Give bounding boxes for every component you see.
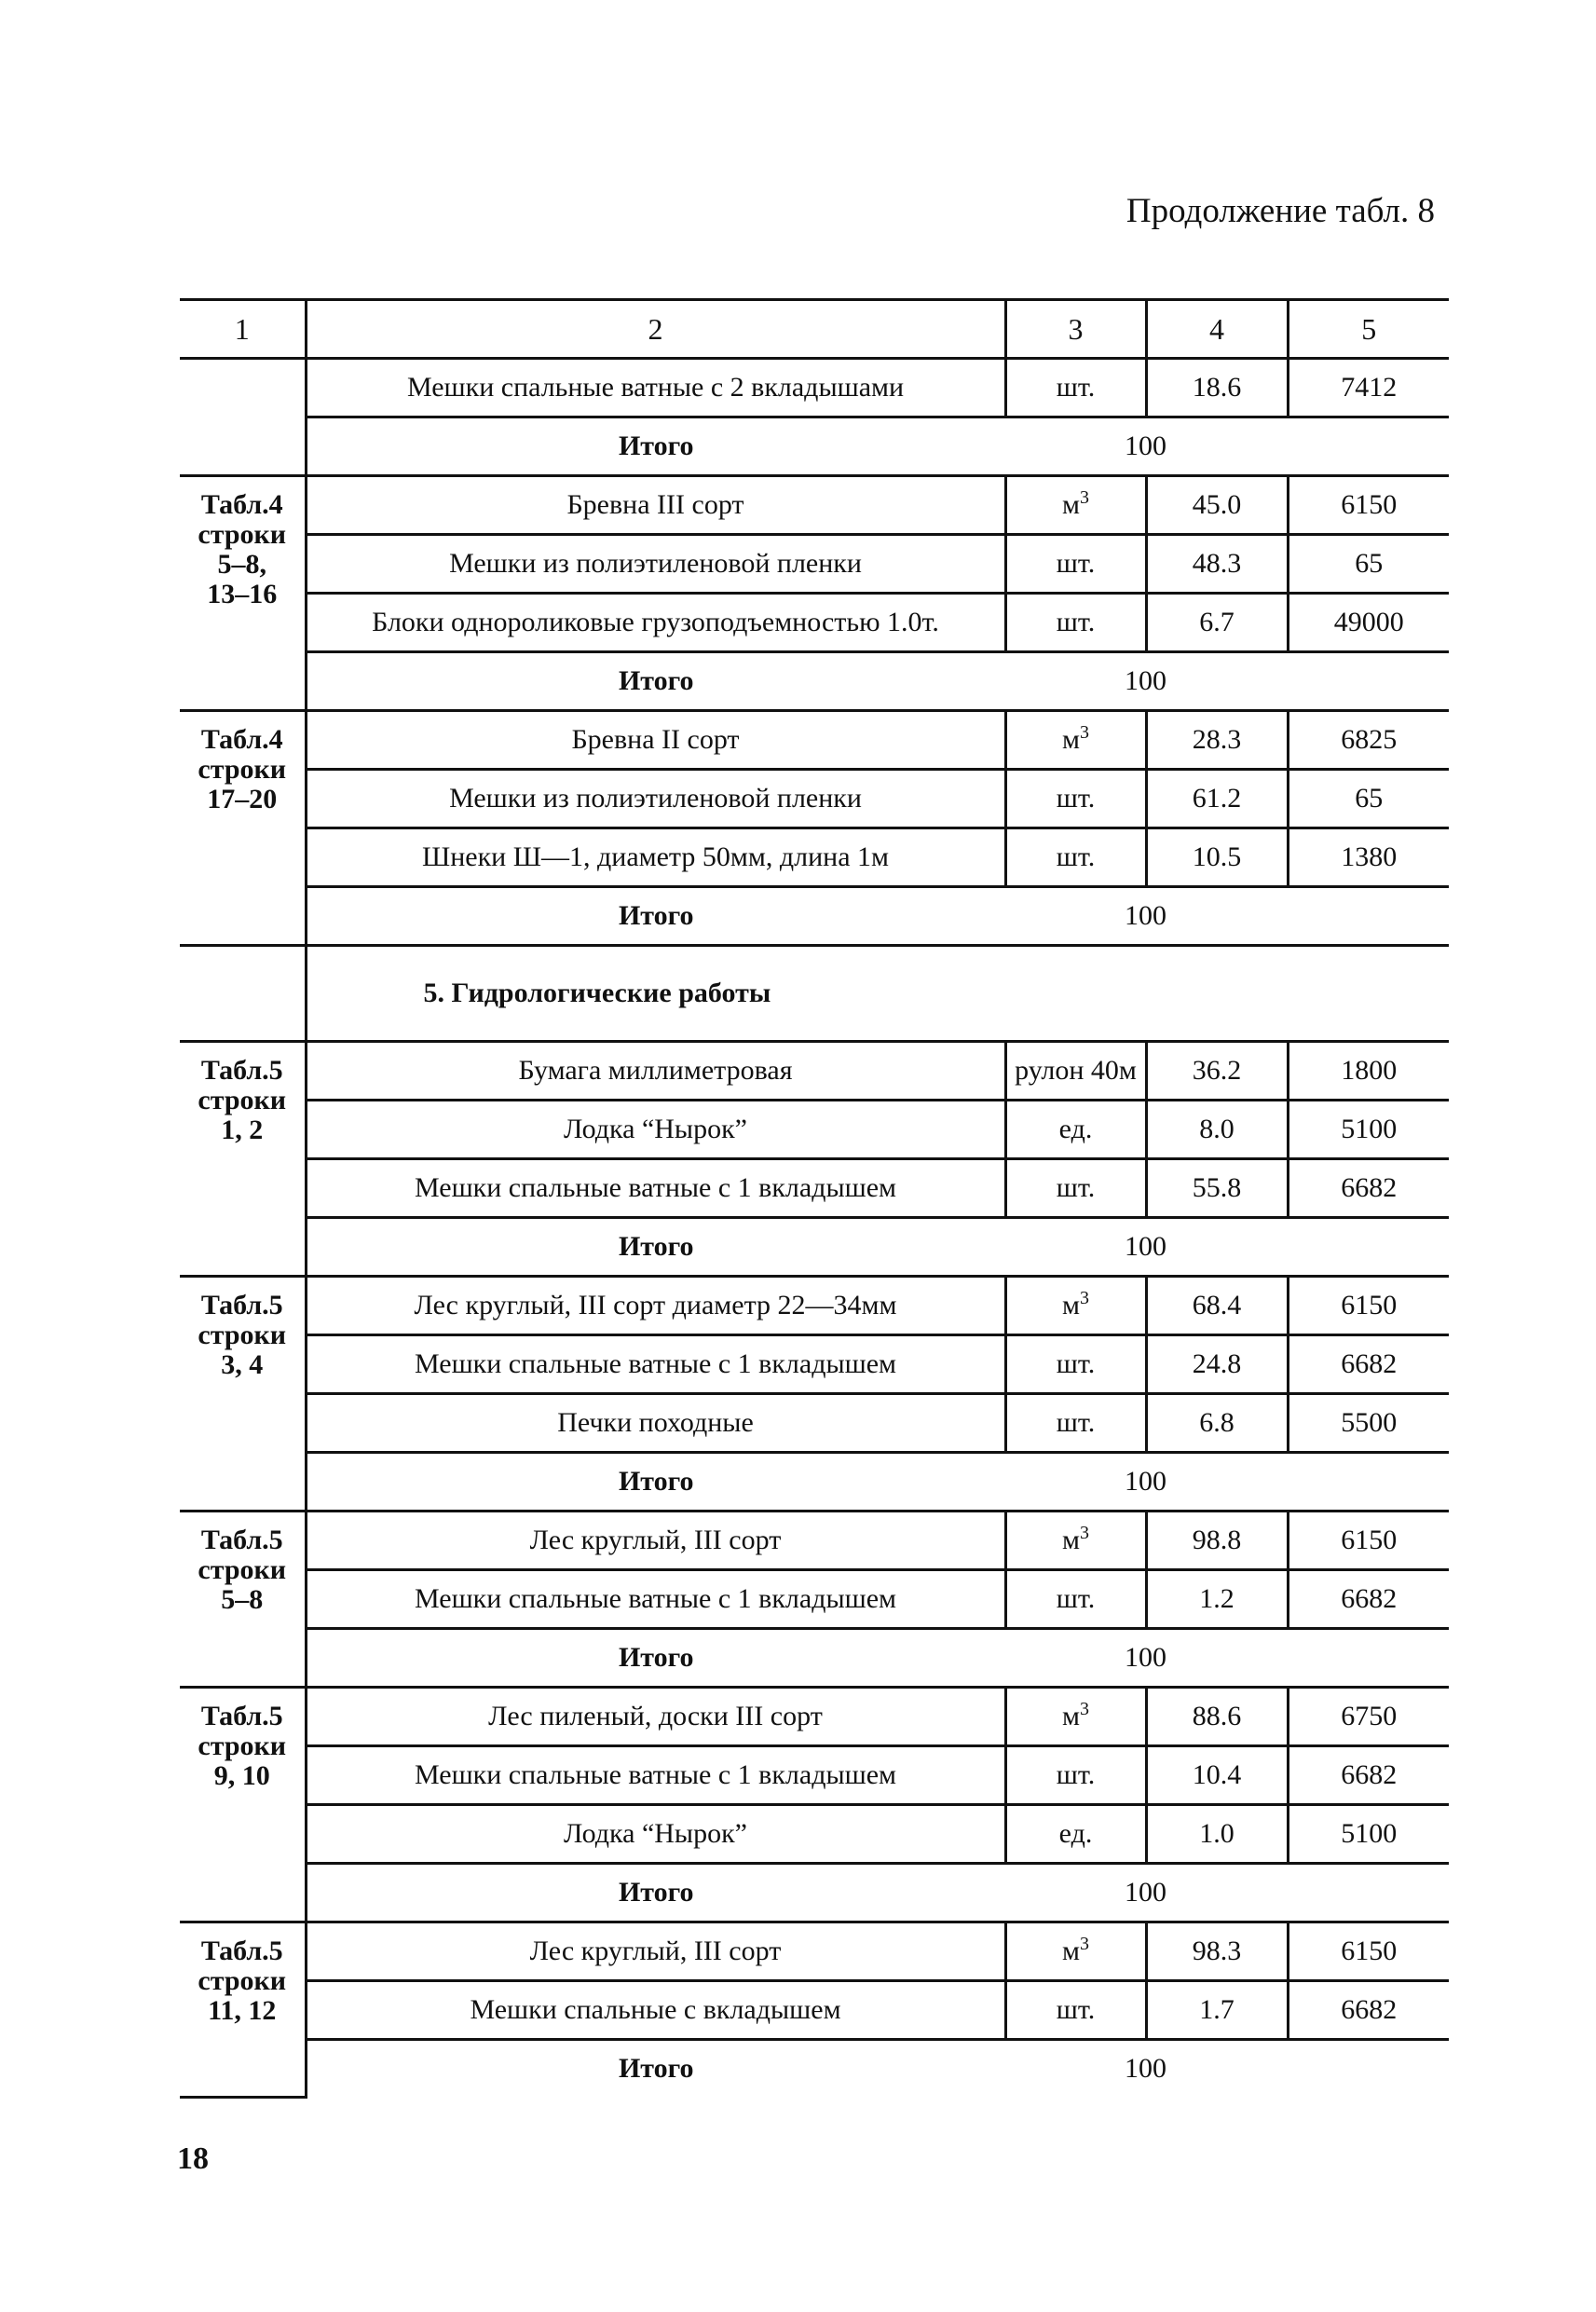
unit: шт. — [1056, 548, 1096, 579]
total-label: Итого — [306, 887, 1005, 946]
total-value: 100 — [1005, 1453, 1288, 1512]
unit: шт. — [1056, 1583, 1096, 1614]
percent-value: 98.3 — [1146, 1922, 1288, 1981]
reference-line: Табл.5 — [200, 1701, 283, 1731]
percent-value: 1.7 — [1146, 1981, 1288, 2040]
column-header-5: 5 — [1288, 300, 1449, 359]
material-name: Шнеки Ш—1, диаметр 50мм, длина 1м — [306, 828, 1005, 887]
reference-line: Табл.5 — [200, 1525, 283, 1555]
unit: м — [1062, 1525, 1080, 1555]
unit-cell — [1005, 1570, 1146, 1629]
reference-line: строки — [198, 1965, 287, 1996]
percent-value: 1.2 — [1146, 1570, 1288, 1629]
unit: шт. — [1056, 372, 1096, 403]
page-number: 18 — [177, 2141, 209, 2176]
unit: шт. — [1056, 607, 1096, 637]
price-value: 7412 — [1288, 359, 1449, 417]
unit: шт. — [1056, 1994, 1096, 2025]
price-value: 1800 — [1288, 1042, 1449, 1101]
unit-cell — [1005, 1335, 1146, 1394]
unit: м — [1062, 489, 1080, 520]
table-row — [180, 1335, 1449, 1394]
price-value: 6825 — [1288, 711, 1449, 770]
unit-cell — [1005, 1159, 1146, 1218]
reference-line: строки — [198, 1085, 287, 1115]
row-reference — [180, 1277, 306, 1512]
total-label: Итого — [306, 2040, 1005, 2098]
section-row — [180, 946, 1449, 1042]
total-empty-cell — [1288, 417, 1449, 476]
reference-line: строки — [198, 1554, 287, 1585]
total-empty-cell — [1288, 1453, 1449, 1512]
total-value: 100 — [1005, 417, 1288, 476]
price-value: 6150 — [1288, 1922, 1449, 1981]
material-name: Лодка “Нырок” — [306, 1101, 1005, 1159]
price-value: 6150 — [1288, 1277, 1449, 1335]
total-empty-cell — [1288, 1629, 1449, 1688]
material-name: Лодка “Нырок” — [306, 1805, 1005, 1864]
unit: шт. — [1056, 841, 1096, 872]
unit-cell — [1005, 711, 1146, 770]
table-row — [180, 1042, 1449, 1101]
unit: шт. — [1056, 1348, 1096, 1379]
price-value: 6682 — [1288, 1981, 1449, 2040]
percent-value: 68.4 — [1146, 1277, 1288, 1335]
table-row — [180, 1101, 1449, 1159]
table-row — [180, 711, 1449, 770]
percent-value: 6.8 — [1146, 1394, 1288, 1453]
unit: шт. — [1056, 1759, 1096, 1790]
total-empty-cell — [1288, 887, 1449, 946]
material-name: Лес круглый, III сорт — [306, 1922, 1005, 1981]
material-name: Мешки спальные ватные с 2 вкладышами — [306, 359, 1005, 417]
unit-cell — [1005, 476, 1146, 535]
table-row — [180, 1922, 1449, 1981]
material-name: Блоки однороликовые грузоподъемностью 1.0т. — [306, 594, 1005, 652]
price-value: 6150 — [1288, 476, 1449, 535]
table-row — [180, 535, 1449, 594]
material-name: Бревна II сорт — [306, 711, 1005, 770]
table-row — [180, 1688, 1449, 1746]
unit: м — [1062, 1701, 1080, 1731]
materials-table-body — [180, 300, 1449, 2098]
unit-cell — [1005, 1688, 1146, 1746]
price-value: 49000 — [1288, 594, 1449, 652]
unit: м — [1062, 1936, 1080, 1966]
unit: м — [1062, 724, 1080, 755]
percent-value: 18.6 — [1146, 359, 1288, 417]
row-reference — [180, 1922, 306, 2098]
price-value: 65 — [1288, 535, 1449, 594]
table-row — [180, 1394, 1449, 1453]
total-row — [180, 652, 1449, 711]
total-value: 100 — [1005, 1629, 1288, 1688]
unit-cell — [1005, 770, 1146, 828]
reference-line: строки — [198, 1731, 287, 1761]
material-name: Бревна III сорт — [306, 476, 1005, 535]
row-reference — [180, 359, 306, 476]
total-row — [180, 1629, 1449, 1688]
material-name: Мешки из полиэтиленовой пленки — [306, 535, 1005, 594]
total-label: Итого — [306, 652, 1005, 711]
section-title: 5. Гидрологические работы — [306, 946, 1449, 1042]
material-name: Лес круглый, III сорт диаметр 22—34мм — [306, 1277, 1005, 1335]
unit-cell — [1005, 594, 1146, 652]
percent-value: 61.2 — [1146, 770, 1288, 828]
material-name: Мешки спальные ватные с 1 вкладышем — [306, 1570, 1005, 1629]
total-row — [180, 2040, 1449, 2098]
row-reference — [180, 476, 306, 711]
table-row — [180, 1981, 1449, 2040]
price-value: 6682 — [1288, 1570, 1449, 1629]
unit-cell — [1005, 1101, 1146, 1159]
unit: м — [1062, 1290, 1080, 1320]
percent-value: 1.0 — [1146, 1805, 1288, 1864]
price-value: 6682 — [1288, 1335, 1449, 1394]
unit-cell — [1005, 1277, 1146, 1335]
table-row — [180, 594, 1449, 652]
unit: ед. — [1058, 1818, 1093, 1849]
material-name: Мешки спальные ватные с 1 вкладышем — [306, 1159, 1005, 1218]
unit-cell — [1005, 1922, 1146, 1981]
total-row — [180, 1453, 1449, 1512]
price-value: 5100 — [1288, 1101, 1449, 1159]
price-value: 5500 — [1288, 1394, 1449, 1453]
unit-cell — [1005, 1512, 1146, 1570]
unit-cell — [1005, 535, 1146, 594]
reference-line: 1, 2 — [221, 1115, 264, 1145]
total-row — [180, 887, 1449, 946]
price-value: 6150 — [1288, 1512, 1449, 1570]
price-value: 5100 — [1288, 1805, 1449, 1864]
material-name: Мешки из полиэтиленовой пленки — [306, 770, 1005, 828]
percent-value: 10.5 — [1146, 828, 1288, 887]
unit-cell — [1005, 359, 1146, 417]
unit-cell — [1005, 1042, 1146, 1101]
column-header-2: 2 — [306, 300, 1005, 359]
price-value: 6682 — [1288, 1746, 1449, 1805]
column-header-row — [180, 300, 1449, 359]
reference-line: Табл.4 — [200, 724, 283, 755]
table-row — [180, 1805, 1449, 1864]
percent-value: 36.2 — [1146, 1042, 1288, 1101]
price-value: 1380 — [1288, 828, 1449, 887]
table-row — [180, 828, 1449, 887]
reference-line: 9, 10 — [213, 1760, 270, 1791]
table-row — [180, 1512, 1449, 1570]
material-name: Лес пиленый, доски III сорт — [306, 1688, 1005, 1746]
unit: шт. — [1056, 783, 1096, 814]
table-row — [180, 1277, 1449, 1335]
reference-line: Табл.4 — [200, 489, 283, 520]
percent-value: 28.3 — [1146, 711, 1288, 770]
total-label: Итого — [306, 417, 1005, 476]
section-reference-empty — [180, 946, 306, 1042]
reference-line: 5–8, — [217, 549, 266, 580]
percent-value: 6.7 — [1146, 594, 1288, 652]
reference-line: 3, 4 — [221, 1349, 264, 1380]
price-value: 65 — [1288, 770, 1449, 828]
table-row — [180, 1746, 1449, 1805]
material-name: Мешки спальные ватные с 1 вкладышем — [306, 1335, 1005, 1394]
unit-superscript: 3 — [1079, 1523, 1089, 1543]
row-reference — [180, 711, 306, 946]
total-row — [180, 417, 1449, 476]
total-value: 100 — [1005, 652, 1288, 711]
reference-line: Табл.5 — [200, 1290, 283, 1320]
total-value: 100 — [1005, 887, 1288, 946]
reference-line: 13–16 — [207, 579, 278, 609]
total-row — [180, 1864, 1449, 1922]
unit-cell — [1005, 1746, 1146, 1805]
percent-value: 45.0 — [1146, 476, 1288, 535]
total-label: Итого — [306, 1218, 1005, 1277]
reference-line: 17–20 — [207, 784, 278, 814]
unit-cell — [1005, 828, 1146, 887]
unit-cell — [1005, 1981, 1146, 2040]
row-reference — [180, 1512, 306, 1688]
unit-superscript: 3 — [1079, 1288, 1089, 1308]
material-name: Лес круглый, III сорт — [306, 1512, 1005, 1570]
row-reference — [180, 1688, 306, 1922]
total-value: 100 — [1005, 1864, 1288, 1922]
reference-line: Табл.5 — [200, 1936, 283, 1966]
unit-superscript: 3 — [1079, 1699, 1089, 1719]
total-label: Итого — [306, 1629, 1005, 1688]
table-row — [180, 359, 1449, 417]
reference-line: 5–8 — [221, 1584, 264, 1615]
unit: шт. — [1056, 1172, 1096, 1203]
unit-superscript: 3 — [1079, 487, 1089, 508]
price-value: 6750 — [1288, 1688, 1449, 1746]
percent-value: 8.0 — [1146, 1101, 1288, 1159]
reference-line: 11, 12 — [208, 1995, 277, 2026]
total-label: Итого — [306, 1864, 1005, 1922]
total-row — [180, 1218, 1449, 1277]
percent-value: 98.8 — [1146, 1512, 1288, 1570]
unit-cell — [1005, 1805, 1146, 1864]
percent-value: 55.8 — [1146, 1159, 1288, 1218]
table-caption: Продолжение табл. 8 — [1125, 192, 1435, 230]
total-empty-cell — [1288, 2040, 1449, 2098]
total-value: 100 — [1005, 1218, 1288, 1277]
unit-cell — [1005, 1394, 1146, 1453]
material-name: Мешки спальные ватные с 1 вкладышем — [306, 1746, 1005, 1805]
unit: рулон 40м — [1015, 1055, 1137, 1086]
percent-value: 10.4 — [1146, 1746, 1288, 1805]
unit: ед. — [1058, 1114, 1093, 1144]
reference-line: Табл.5 — [200, 1055, 283, 1086]
unit-superscript: 3 — [1079, 1934, 1089, 1954]
table-row — [180, 770, 1449, 828]
reference-line: строки — [198, 1320, 287, 1350]
total-label: Итого — [306, 1453, 1005, 1512]
column-header-3: 3 — [1005, 300, 1146, 359]
unit: шт. — [1056, 1407, 1096, 1438]
table-row — [180, 1159, 1449, 1218]
percent-value: 48.3 — [1146, 535, 1288, 594]
column-header-4: 4 — [1146, 300, 1288, 359]
material-name: Мешки спальные с вкладышем — [306, 1981, 1005, 2040]
material-name: Бумага миллиметровая — [306, 1042, 1005, 1101]
table-row — [180, 1570, 1449, 1629]
total-empty-cell — [1288, 1218, 1449, 1277]
total-empty-cell — [1288, 1864, 1449, 1922]
materials-table — [180, 298, 1449, 2099]
total-value: 100 — [1125, 2053, 1166, 2084]
percent-value: 88.6 — [1146, 1688, 1288, 1746]
row-reference — [180, 1042, 306, 1277]
percent-value: 24.8 — [1146, 1335, 1288, 1394]
total-empty-cell — [1288, 652, 1449, 711]
column-header-1: 1 — [180, 300, 306, 359]
material-name: Печки походные — [306, 1394, 1005, 1453]
unit-superscript: 3 — [1079, 722, 1089, 743]
table-row — [180, 476, 1449, 535]
reference-line: строки — [198, 519, 287, 550]
reference-line: строки — [198, 754, 287, 785]
price-value: 6682 — [1288, 1159, 1449, 1218]
